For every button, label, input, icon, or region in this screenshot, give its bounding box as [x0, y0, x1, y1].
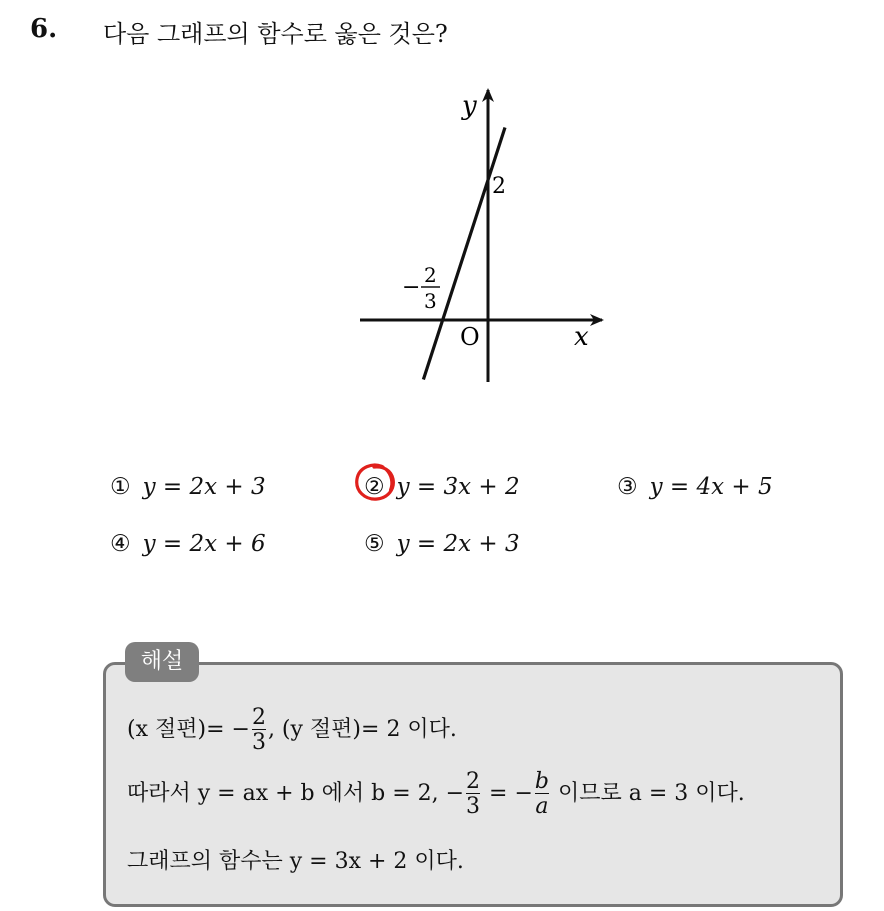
solution-line-2 — [127, 770, 745, 818]
solution-tag: 해설 — [125, 642, 199, 682]
solution-line-2-numerator-2: b — [534, 769, 549, 794]
choice-1-mark: ① — [110, 474, 131, 500]
choice-5[interactable] — [364, 531, 520, 557]
choice-3-equation: y = 4x + 5 — [649, 474, 773, 500]
x-intercept-sign: − — [402, 275, 421, 300]
choice-4-equation: y = 2x + 6 — [142, 531, 266, 557]
y-intercept-label: 2 — [492, 174, 506, 199]
solution-line-1-denominator: 3 — [251, 730, 266, 756]
solution-line-1-numerator: 2 — [251, 705, 266, 730]
solution-line-2-fraction-2 — [535, 770, 549, 818]
solution-line-2-denominator-2: a — [535, 794, 549, 820]
solution-line-3: 그래프의 함수는 y = 3x + 2 이다. — [127, 849, 464, 874]
x-intercept-numerator: 2 — [424, 263, 437, 287]
y-axis-label: y — [462, 91, 477, 121]
solution-line-2-text-a: 따라서 y = ax + b 에서 b = 2, − — [127, 781, 465, 807]
solution-line-1 — [127, 706, 457, 754]
solution-line-2-text-b: = − — [482, 781, 533, 807]
choice-1-equation: y = 2x + 3 — [142, 474, 266, 500]
solution-line-1-text-a: (x 절편)= − — [127, 717, 250, 743]
solution-line-2-fraction-1 — [466, 770, 480, 818]
choice-5-mark: ⑤ — [364, 531, 385, 557]
origin-label: O — [460, 323, 480, 351]
x-axis-label: x — [574, 322, 589, 352]
choice-2-equation: y = 3x + 2 — [396, 474, 520, 500]
question-text: 다음 그래프의 함수로 옳은 것은? — [103, 20, 448, 48]
solution-line-2-numerator-1: 2 — [466, 769, 481, 794]
choice-1[interactable] — [110, 474, 266, 500]
choice-3[interactable] — [617, 474, 773, 500]
solution-line-2-text-c: 이므로 a = 3 이다. — [551, 781, 745, 807]
x-intercept-denominator: 3 — [424, 289, 437, 313]
answer-circle-mark — [353, 461, 399, 503]
solution-line-2-denominator-1: 3 — [466, 794, 481, 820]
solution-line-1-text-b: , (y 절편)= 2 이다. — [267, 717, 457, 743]
function-graph — [340, 80, 620, 390]
choice-3-mark: ③ — [617, 474, 638, 500]
choice-4-mark: ④ — [110, 531, 131, 557]
solution-line-1-fraction — [252, 706, 266, 754]
choice-5-equation: y = 2x + 3 — [396, 531, 520, 557]
choice-2-mark: ② — [364, 474, 385, 500]
question-number: 6. — [30, 14, 58, 44]
choice-4[interactable] — [110, 531, 266, 557]
